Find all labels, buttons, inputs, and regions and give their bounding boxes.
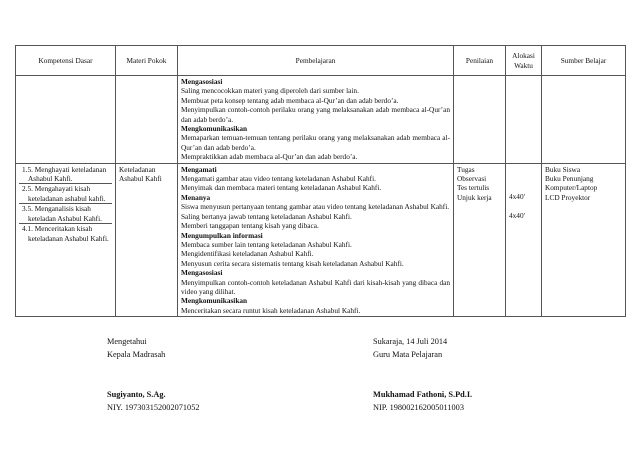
row2-pembelajaran-cell (178, 163, 454, 317)
signature-left-block (107, 388, 200, 414)
kd-item-text: 3.5. Menganalisis kisah keteladan Ashabul Kahfi. (22, 204, 102, 223)
sumber-item: Komputer/Laptop (545, 183, 598, 193)
signature-left-title: Kepala Madrasah (107, 350, 166, 359)
kd-item-text: 2.5. Mengahayati kisah keteladanan ashabul kahfi. (22, 184, 106, 203)
penilaian-item: Tugas (457, 164, 475, 174)
signature-left-line1: Mengetahui (107, 337, 147, 346)
header-materi-pokok: Materi Pokok (116, 46, 178, 76)
sumber-item: Buku Siswa (545, 164, 581, 174)
alokasi-item: 4x40' (509, 211, 525, 221)
signature-left (107, 335, 165, 361)
row2-alokasi-cell (506, 163, 542, 317)
penilaian-item: Unjuk kerja (457, 192, 492, 202)
row2-line: Menyimak dan membaca materi tentang keteladanan Ashabul Kahfi. (181, 183, 382, 193)
row2-line: Membaca sumber lain tentang keteladanan Ashabul Kahfi. (181, 239, 352, 249)
signature-left-nip: NIY. 197303152002071052 (107, 403, 200, 412)
row1-line: Saling mencocokkan materi yang diperoleh dari sumber lain. (181, 86, 359, 96)
signature-right (373, 335, 447, 361)
table-row (16, 76, 626, 164)
row2-line: Siswa menyusun pertanyaan tentang gambar atau video tentang keteladanan Ashabul Kahfi. (181, 202, 450, 212)
row2-materi-cell: Keteladanan Ashabul Kahfi (116, 163, 178, 317)
row2-line: Saling bertanya jawab tentang keteladanan Ashabul Kahfi. (181, 211, 352, 221)
row2-line: Mengkomunikasikan (181, 296, 248, 306)
header-penilaian: Penilaian (454, 46, 506, 76)
signature-left-name: Sugiyanto, S.Ag. (107, 390, 166, 399)
kd-item-text: 4.1. Menceritakan kisah keteladanan Ashabul Kahfi. (22, 224, 109, 243)
header-alokasi-waktu (506, 46, 542, 76)
row1-penilaian-cell (454, 76, 506, 164)
row1-line: Menyimpulkan contoh-contoh perilaku orang yang melaksanakan adab membaca al-Qur’an dan adab berdo’a. (181, 105, 450, 124)
row2-sumber-cell (542, 163, 626, 317)
signature-right-line1: Sukaraja, 14 Juli 2014 (373, 337, 448, 346)
row1-line: Mempraktikkan adab membaca al-Qur’an dan adab berdo’a. (181, 152, 358, 162)
row2-line: Mengidentifikasi keteladanan Ashabul Kahfi. (181, 249, 314, 259)
header-sumber-belajar: Sumber Belajar (542, 46, 626, 76)
row2-line: Menyimpulkan contoh-contoh keteladanan Ashabul Kahfi dari kisah-kisah yang dibaca dan video yang dilihat. (181, 277, 450, 296)
signature-right-name: Mukhamad Fathoni, S.Pd.I. (373, 390, 473, 399)
row1-line: Membuat peta konsep tentang adab membaca al-Qur’an dan adab berdo’a. (181, 95, 399, 105)
row1-sumber-cell (542, 76, 626, 164)
row1-line: Mengasosiasi (181, 77, 223, 86)
kd-item (19, 204, 112, 224)
signature-right-block (373, 388, 472, 414)
row2-line: Menanya (181, 192, 211, 202)
alokasi-item: 4x40' (509, 191, 525, 201)
rpp-table (15, 45, 626, 317)
signature-right-title: Guru Mata Pelajaran (373, 350, 443, 359)
row2-line: Menyusun cerita secara sistematis tentang kisah keteladanan Ashabul Kahfi. (181, 258, 404, 268)
row1-pembelajaran-cell (178, 76, 454, 164)
row2-penilaian-cell (454, 163, 506, 317)
row2-line: Mengamati gambar atau video tentang keteladanan Ashabul Kahfi. (181, 174, 376, 184)
header-alokasi-line2: Waktu (514, 60, 533, 70)
row2-line: Mengamati (181, 164, 217, 174)
penilaian-item: Tes tertulis (457, 183, 490, 193)
kd-item (19, 165, 112, 185)
kd-item (19, 224, 112, 243)
row2-line: Menceritakan secara runtut kisah keteladanan Ashabul Kahfi. (181, 305, 361, 315)
row2-line: Memberi tanggapan tentang kisah yang dibaca. (181, 221, 319, 231)
row1-line: Memaparkan temuan-temuan tentang perilaku orang yang melaksanakan adab membaca al-Qur’an dan adab berdo’a. (181, 133, 450, 152)
row1-alokasi-cell (506, 76, 542, 164)
row1-materi-cell (116, 76, 178, 164)
header-alokasi-line1: Alokasi (512, 51, 535, 61)
row1-kd-cell (16, 76, 116, 164)
penilaian-item: Observasi (457, 174, 487, 184)
signature-right-nip: NIP. 198002162005011003 (373, 403, 464, 412)
row1-line: Mengkomunikasikan (181, 124, 248, 134)
sumber-item: Buku Penunjang (545, 174, 594, 184)
sumber-item: LCD Proyektor (545, 192, 591, 202)
row2-line: Mengasosiasi (181, 268, 223, 278)
header-pembelajaran: Pembelajaran (178, 46, 454, 76)
row2-kd-cell (16, 163, 116, 317)
row2-line: Mengumpulkan informasi (181, 230, 263, 240)
kd-item-text: 1.5. Menghayati keteladanan Ashabul Kahfi. (22, 164, 107, 184)
kd-item (19, 184, 112, 204)
table-header-row (16, 46, 626, 76)
table-row (16, 163, 626, 317)
header-kompetensi-dasar: Kompetensi Dasar (16, 46, 116, 76)
